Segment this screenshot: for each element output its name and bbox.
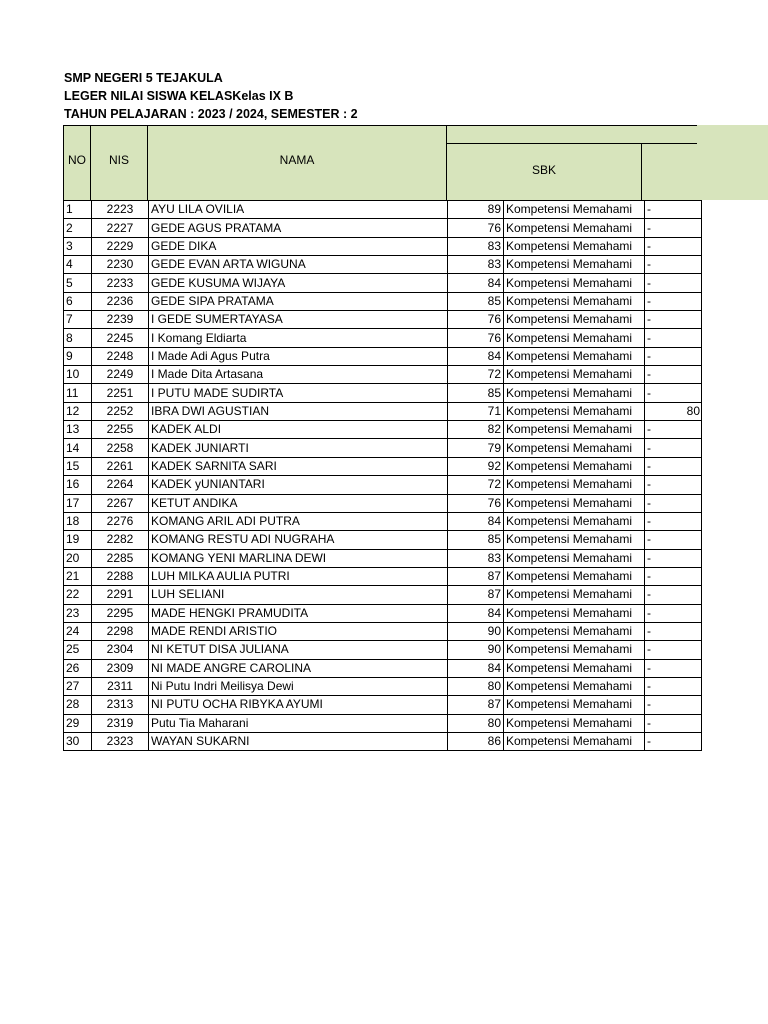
cell-nilai: 84 — [448, 659, 504, 677]
cell-nama: KADEK yUNIANTARI — [149, 476, 448, 494]
table-row — [64, 696, 702, 714]
cell-no: 3 — [64, 237, 92, 255]
table-row — [64, 512, 702, 530]
cell-extra: - — [645, 421, 702, 439]
cell-keterangan: Kompetensi Memahami — [504, 439, 645, 457]
cell-nilai: 90 — [448, 622, 504, 640]
cell-nis: 2267 — [92, 494, 149, 512]
cell-no: 22 — [64, 586, 92, 604]
cell-extra: - — [645, 384, 702, 402]
cell-keterangan: Kompetensi Memahami — [504, 292, 645, 310]
table-row — [64, 347, 702, 365]
cell-nis: 2291 — [92, 586, 149, 604]
cell-nis: 2236 — [92, 292, 149, 310]
cell-nilai: 85 — [448, 531, 504, 549]
table-row — [64, 659, 702, 677]
cell-keterangan: Kompetensi Memahami — [504, 201, 645, 219]
cell-nis: 2248 — [92, 347, 149, 365]
column-header-nama: NAMA — [279, 153, 315, 167]
cell-extra: - — [645, 531, 702, 549]
cell-nilai: 82 — [448, 421, 504, 439]
table-row — [64, 732, 702, 750]
cell-extra: 80 — [645, 402, 702, 420]
cell-nis: 2245 — [92, 329, 149, 347]
report-title: LEGER NILAI SISWA KELASKelas IX B — [64, 89, 294, 103]
cell-nis: 2252 — [92, 402, 149, 420]
cell-nis: 2223 — [92, 201, 149, 219]
cell-no: 17 — [64, 494, 92, 512]
report-heading — [64, 69, 358, 123]
cell-extra: - — [645, 292, 702, 310]
cell-keterangan: Kompetensi Memahami — [504, 549, 645, 567]
cell-keterangan: Kompetensi Memahami — [504, 677, 645, 695]
cell-nis: 2264 — [92, 476, 149, 494]
cell-keterangan: Kompetensi Memahami — [504, 641, 645, 659]
cell-no: 26 — [64, 659, 92, 677]
cell-keterangan: Kompetensi Memahami — [504, 311, 645, 329]
cell-nilai: 90 — [448, 641, 504, 659]
cell-nis: 2258 — [92, 439, 149, 457]
cell-nis: 2276 — [92, 512, 149, 530]
school-name: SMP NEGERI 5 TEJAKULA — [64, 71, 223, 85]
cell-nama: LUH MILKA AULIA PUTRI — [149, 567, 448, 585]
cell-nama: Ni Putu Indri Meilisya Dewi — [149, 677, 448, 695]
cell-keterangan: Kompetensi Memahami — [504, 512, 645, 530]
cell-nama: IBRA DWI AGUSTIAN — [149, 402, 448, 420]
table-row — [64, 366, 702, 384]
cell-nis: 2282 — [92, 531, 149, 549]
cell-nis: 2323 — [92, 732, 149, 750]
cell-nama: GEDE SIPA PRATAMA — [149, 292, 448, 310]
cell-extra: - — [645, 201, 702, 219]
table-row — [64, 457, 702, 475]
cell-nilai: 85 — [448, 384, 504, 402]
cell-no: 12 — [64, 402, 92, 420]
cell-no: 24 — [64, 622, 92, 640]
cell-keterangan: Kompetensi Memahami — [504, 732, 645, 750]
table-row — [64, 476, 702, 494]
cell-nama: I GEDE SUMERTAYASA — [149, 311, 448, 329]
cell-nilai: 72 — [448, 476, 504, 494]
cell-no: 8 — [64, 329, 92, 347]
table-row — [64, 274, 702, 292]
cell-extra: - — [645, 439, 702, 457]
cell-nama: GEDE DIKA — [149, 237, 448, 255]
cell-extra: - — [645, 329, 702, 347]
table-row — [64, 402, 702, 420]
cell-nama: KADEK ALDI — [149, 421, 448, 439]
cell-nis: 2227 — [92, 219, 149, 237]
cell-nama: KOMANG YENI MARLINA DEWI — [149, 549, 448, 567]
cell-extra: - — [645, 641, 702, 659]
table-row — [64, 586, 702, 604]
table-row — [64, 256, 702, 274]
cell-extra: - — [645, 366, 702, 384]
cell-extra: - — [645, 586, 702, 604]
cell-nilai: 80 — [448, 714, 504, 732]
cell-nama: KETUT ANDIKA — [149, 494, 448, 512]
table-row — [64, 714, 702, 732]
table-row — [64, 237, 702, 255]
cell-nama: KOMANG ARIL ADI PUTRA — [149, 512, 448, 530]
table-row — [64, 622, 702, 640]
cell-extra: - — [645, 494, 702, 512]
cell-nilai: 83 — [448, 256, 504, 274]
table-row — [64, 329, 702, 347]
cell-no: 29 — [64, 714, 92, 732]
header-divider-sbk — [641, 143, 642, 200]
cell-no: 6 — [64, 292, 92, 310]
cell-nis: 2295 — [92, 604, 149, 622]
cell-keterangan: Kompetensi Memahami — [504, 659, 645, 677]
cell-nis: 2304 — [92, 641, 149, 659]
cell-extra: - — [645, 549, 702, 567]
cell-extra: - — [645, 311, 702, 329]
cell-nilai: 92 — [448, 457, 504, 475]
cell-nilai: 71 — [448, 402, 504, 420]
cell-extra: - — [645, 219, 702, 237]
cell-nilai: 85 — [448, 292, 504, 310]
cell-nis: 2288 — [92, 567, 149, 585]
cell-no: 28 — [64, 696, 92, 714]
table-row — [64, 567, 702, 585]
cell-nis: 2251 — [92, 384, 149, 402]
cell-keterangan: Kompetensi Memahami — [504, 457, 645, 475]
cell-keterangan: Kompetensi Memahami — [504, 421, 645, 439]
cell-nama: NI MADE ANGRE CAROLINA — [149, 659, 448, 677]
table-row — [64, 494, 702, 512]
cell-nilai: 76 — [448, 494, 504, 512]
cell-keterangan: Kompetensi Memahami — [504, 366, 645, 384]
cell-nama: Putu Tia Maharani — [149, 714, 448, 732]
cell-nilai: 86 — [448, 732, 504, 750]
column-header-sbk: SBK — [531, 163, 556, 177]
cell-extra: - — [645, 677, 702, 695]
cell-no: 23 — [64, 604, 92, 622]
cell-nilai: 79 — [448, 439, 504, 457]
cell-keterangan: Kompetensi Memahami — [504, 237, 645, 255]
cell-nis: 2309 — [92, 659, 149, 677]
cell-no: 1 — [64, 201, 92, 219]
cell-nilai: 83 — [448, 549, 504, 567]
cell-keterangan: Kompetensi Memahami — [504, 219, 645, 237]
table-row — [64, 604, 702, 622]
table-row — [64, 219, 702, 237]
cell-nis: 2319 — [92, 714, 149, 732]
column-header-nis: NIS — [108, 153, 129, 167]
cell-extra: - — [645, 347, 702, 365]
cell-no: 18 — [64, 512, 92, 530]
cell-extra: - — [645, 696, 702, 714]
cell-no: 25 — [64, 641, 92, 659]
cell-keterangan: Kompetensi Memahami — [504, 714, 645, 732]
cell-nama: GEDE KUSUMA WIJAYA — [149, 274, 448, 292]
cell-keterangan: Kompetensi Memahami — [504, 494, 645, 512]
column-header-no: NO — [68, 153, 86, 167]
cell-nama: I Made Adi Agus Putra — [149, 347, 448, 365]
table-row — [64, 292, 702, 310]
table-row — [64, 531, 702, 549]
cell-no: 21 — [64, 567, 92, 585]
cell-no: 9 — [64, 347, 92, 365]
cell-extra: - — [645, 256, 702, 274]
cell-keterangan: Kompetensi Memahami — [504, 384, 645, 402]
cell-extra: - — [645, 567, 702, 585]
cell-nilai: 76 — [448, 329, 504, 347]
table-row — [64, 311, 702, 329]
cell-nilai: 83 — [448, 237, 504, 255]
grades-table — [63, 200, 702, 751]
cell-nilai: 80 — [448, 677, 504, 695]
cell-nama: GEDE AGUS PRATAMA — [149, 219, 448, 237]
cell-nama: WAYAN SUKARNI — [149, 732, 448, 750]
cell-no: 15 — [64, 457, 92, 475]
cell-nis: 2239 — [92, 311, 149, 329]
cell-nilai: 84 — [448, 347, 504, 365]
header-sub-border — [446, 143, 697, 144]
cell-no: 5 — [64, 274, 92, 292]
cell-nama: AYU LILA OVILIA — [149, 201, 448, 219]
cell-nilai: 72 — [448, 366, 504, 384]
cell-extra: - — [645, 274, 702, 292]
cell-keterangan: Kompetensi Memahami — [504, 567, 645, 585]
cell-nama: KOMANG RESTU ADI NUGRAHA — [149, 531, 448, 549]
cell-nama: I PUTU MADE SUDIRTA — [149, 384, 448, 402]
cell-nama: KADEK SARNITA SARI — [149, 457, 448, 475]
cell-keterangan: Kompetensi Memahami — [504, 531, 645, 549]
cell-extra: - — [645, 237, 702, 255]
cell-no: 13 — [64, 421, 92, 439]
cell-no: 10 — [64, 366, 92, 384]
cell-keterangan: Kompetensi Memahami — [504, 476, 645, 494]
cell-nama: LUH SELIANI — [149, 586, 448, 604]
table-row — [64, 641, 702, 659]
cell-nilai: 87 — [448, 696, 504, 714]
cell-extra: - — [645, 604, 702, 622]
cell-nis: 2229 — [92, 237, 149, 255]
cell-nama: GEDE EVAN ARTA WIGUNA — [149, 256, 448, 274]
cell-no: 14 — [64, 439, 92, 457]
cell-nilai: 84 — [448, 604, 504, 622]
cell-nilai: 84 — [448, 512, 504, 530]
cell-extra: - — [645, 476, 702, 494]
cell-no: 11 — [64, 384, 92, 402]
cell-no: 27 — [64, 677, 92, 695]
cell-keterangan: Kompetensi Memahami — [504, 586, 645, 604]
cell-no: 30 — [64, 732, 92, 750]
cell-nis: 2298 — [92, 622, 149, 640]
cell-no: 16 — [64, 476, 92, 494]
cell-nis: 2233 — [92, 274, 149, 292]
cell-nama: I Komang Eldiarta — [149, 329, 448, 347]
cell-nis: 2230 — [92, 256, 149, 274]
cell-nilai: 76 — [448, 219, 504, 237]
table-row — [64, 201, 702, 219]
cell-no: 4 — [64, 256, 92, 274]
header-top-border — [63, 125, 697, 126]
cell-keterangan: Kompetensi Memahami — [504, 347, 645, 365]
cell-no: 7 — [64, 311, 92, 329]
cell-nis: 2313 — [92, 696, 149, 714]
cell-nilai: 84 — [448, 274, 504, 292]
cell-keterangan: Kompetensi Memahami — [504, 696, 645, 714]
cell-no: 19 — [64, 531, 92, 549]
cell-keterangan: Kompetensi Memahami — [504, 329, 645, 347]
cell-nis: 2261 — [92, 457, 149, 475]
cell-nama: MADE HENGKI PRAMUDITA — [149, 604, 448, 622]
cell-keterangan: Kompetensi Memahami — [504, 402, 645, 420]
cell-extra: - — [645, 732, 702, 750]
cell-no: 2 — [64, 219, 92, 237]
cell-extra: - — [645, 659, 702, 677]
cell-no: 20 — [64, 549, 92, 567]
cell-nilai: 89 — [448, 201, 504, 219]
table-row — [64, 384, 702, 402]
table-row — [64, 439, 702, 457]
cell-nilai: 76 — [448, 311, 504, 329]
cell-nis: 2311 — [92, 677, 149, 695]
cell-nis: 2255 — [92, 421, 149, 439]
cell-extra: - — [645, 714, 702, 732]
cell-keterangan: Kompetensi Memahami — [504, 622, 645, 640]
cell-nama: I Made Dita Artasana — [149, 366, 448, 384]
cell-keterangan: Kompetensi Memahami — [504, 256, 645, 274]
cell-nis: 2285 — [92, 549, 149, 567]
table-row — [64, 549, 702, 567]
cell-nama: NI KETUT DISA JULIANA — [149, 641, 448, 659]
cell-extra: - — [645, 622, 702, 640]
table-row — [64, 677, 702, 695]
cell-nama: MADE RENDI ARISTIO — [149, 622, 448, 640]
cell-keterangan: Kompetensi Memahami — [504, 604, 645, 622]
cell-nama: NI PUTU OCHA RIBYKA AYUMI — [149, 696, 448, 714]
table-row — [64, 421, 702, 439]
cell-nilai: 87 — [448, 586, 504, 604]
academic-year: TAHUN PELAJARAN : 2023 / 2024, SEMESTER : 2 — [64, 107, 358, 121]
cell-nis: 2249 — [92, 366, 149, 384]
cell-nama: KADEK JUNIARTI — [149, 439, 448, 457]
cell-nilai: 87 — [448, 567, 504, 585]
cell-extra: - — [645, 512, 702, 530]
cell-keterangan: Kompetensi Memahami — [504, 274, 645, 292]
cell-extra: - — [645, 457, 702, 475]
